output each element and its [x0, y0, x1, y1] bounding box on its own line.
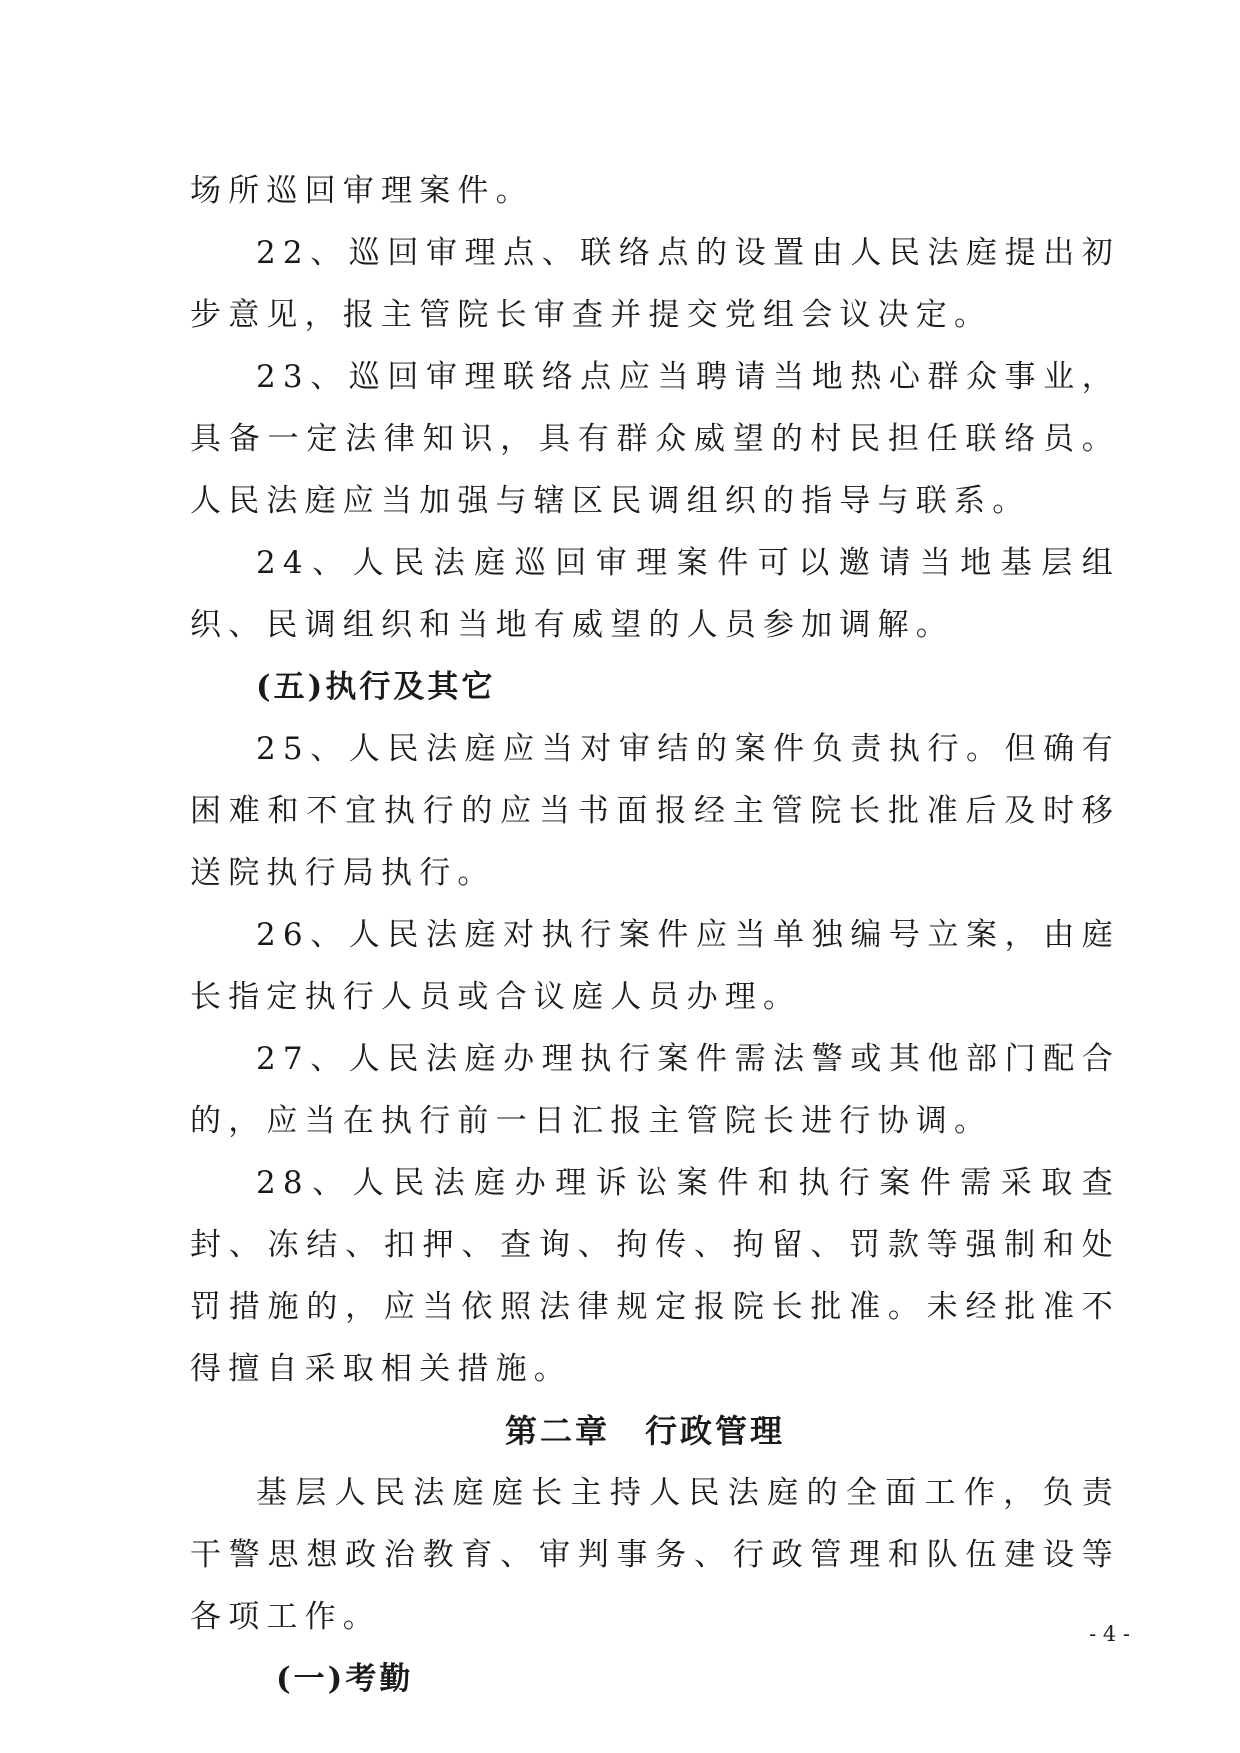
section-heading-attendance: (一)考勤	[276, 1661, 414, 1697]
document-body	[190, 160, 1120, 1710]
paragraph-23: 23、巡回审理联络点应当聘请当地热心群众事业，具备一定法律知识，具有群众威望的村民担任联络员。人民法庭应当加强与辖区民调组织的指导与联系。	[190, 359, 1120, 519]
paragraph-22: 22、巡回审理点、联络点的设置由人民法庭提出初步意见，报主管院长审查并提交党组会议决定。	[190, 235, 1120, 333]
paragraph-25: 25、人民法庭应当对审结的案件负责执行。但确有困难和不宜执行的应当书面报经主管院长批准后及时移送院执行局执行。	[190, 731, 1120, 891]
paragraph-28: 28、人民法庭办理诉讼案件和执行案件需采取查封、冻结、扣押、查询、拘传、拘留、罚款等强制和处罚措施的，应当依照法律规定报院长批准。未经批准不得擅自采取相关措施。	[190, 1165, 1120, 1387]
paragraph-26: 26、人民法庭对执行案件应当单独编号立案，由庭长指定执行人员或合议庭人员办理。	[190, 917, 1120, 1015]
paragraph-24: 24、人民法庭巡回审理案件可以邀请当地基层组织、民调组织和当地有威望的人员参加调解。	[190, 545, 1120, 643]
chapter-heading: 第二章 行政管理	[504, 1412, 785, 1450]
paragraph-chapter-intro: 基层人民法庭庭长主持人民法庭的全面工作，负责干警思想政治教育、审判事务、行政管理和队伍建设等各项工作。	[190, 1475, 1120, 1635]
page-number: - 4 -	[1089, 1622, 1130, 1646]
section-heading-execution: (五)执行及其它	[256, 669, 496, 705]
paragraph-27: 27、人民法庭办理执行案件需法警或其他部门配合的，应当在执行前一日汇报主管院长进行协调。	[190, 1041, 1120, 1139]
paragraph-continuation: 场所巡回审理案件。	[190, 173, 534, 209]
